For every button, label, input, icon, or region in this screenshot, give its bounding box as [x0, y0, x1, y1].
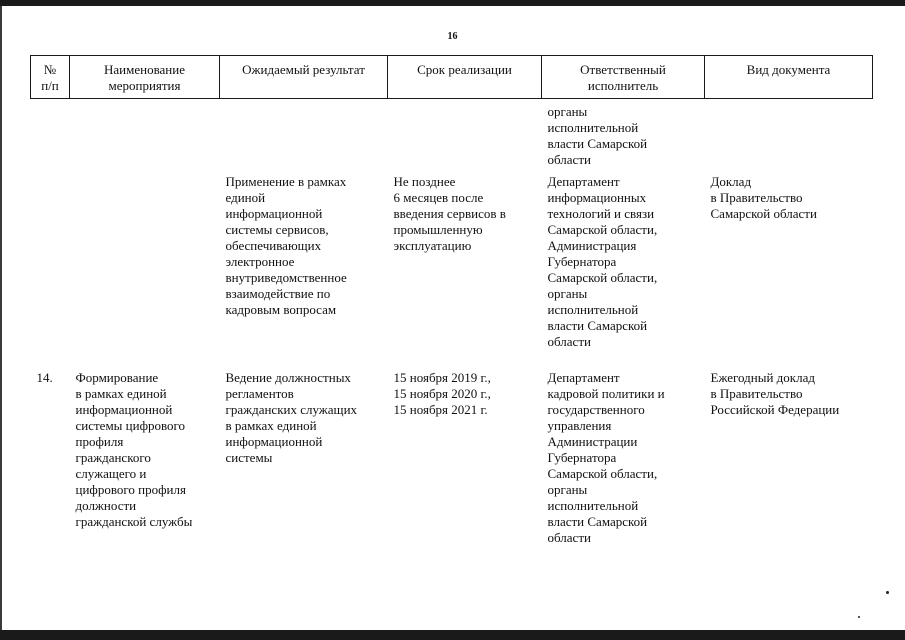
- scan-speck: [886, 591, 889, 594]
- table-header-row: [31, 56, 873, 99]
- cell-executor: Департамент кадровой политики и государственного управления Администрации Губернатора Самарской области, органы исполнительной власти Самарской области: [547, 370, 665, 545]
- header-executor: Ответственный исполнитель: [542, 56, 705, 99]
- scan-speck: [858, 616, 860, 618]
- cell-event-name: Формирование в рамках единой информационной системы цифрового профиля гражданского служащего и цифрового профиля должности гражданской службы: [75, 370, 193, 529]
- cell-term: [388, 99, 542, 175]
- cell-document-type: Ежегодный доклад в Правительство Российской Федерации: [710, 370, 840, 417]
- cell-term: 15 ноября 2019 г., 15 ноября 2020 г., 15 ноября 2021 г.: [393, 370, 491, 417]
- page-top-border: [0, 0, 905, 6]
- cell-event-name: [70, 174, 220, 370]
- table-row: [31, 370, 873, 560]
- cell-document-type: Доклад в Правительство Самарской области: [710, 174, 817, 221]
- cell-number: [31, 99, 70, 175]
- cell-term: Не позднее 6 месяцев после введения сервисов в промышленную эксплуатацию: [393, 174, 506, 253]
- header-event-name: Наименование мероприятия: [70, 56, 220, 99]
- cell-event-name: [70, 99, 220, 175]
- page-number: 16: [447, 31, 458, 42]
- cell-expected-result: Применение в рамках единой информационной системы сервисов, обеспечивающих электронное внутриведомственное взаимодействие по кадровым вопросам: [225, 174, 347, 317]
- table-row: [31, 174, 873, 370]
- header-number: № п/п: [31, 56, 70, 99]
- action-plan-table: [30, 55, 873, 560]
- cell-expected-result: Ведение должностных регламентов гражданских служащих в рамках единой информационной системы: [225, 370, 358, 465]
- cell-executor: органы исполнительной власти Самарской области: [547, 104, 648, 167]
- header-document-type: Вид документа: [705, 56, 873, 99]
- cell-document-type: [705, 99, 873, 175]
- cell-executor: Департамент информационных технологий и связи Самарской области, Администрация Губернатора Самарской области, органы исполнительной власти Самарской области: [547, 174, 658, 349]
- page-left-border: [0, 6, 2, 630]
- header-term: Срок реализации: [388, 56, 542, 99]
- page-bottom-border: [0, 630, 905, 640]
- cell-number: 14.: [36, 370, 53, 385]
- cell-number: [31, 174, 70, 370]
- cell-expected-result: [220, 99, 388, 175]
- table-row: [31, 99, 873, 175]
- header-expected-result: Ожидаемый результат: [220, 56, 388, 99]
